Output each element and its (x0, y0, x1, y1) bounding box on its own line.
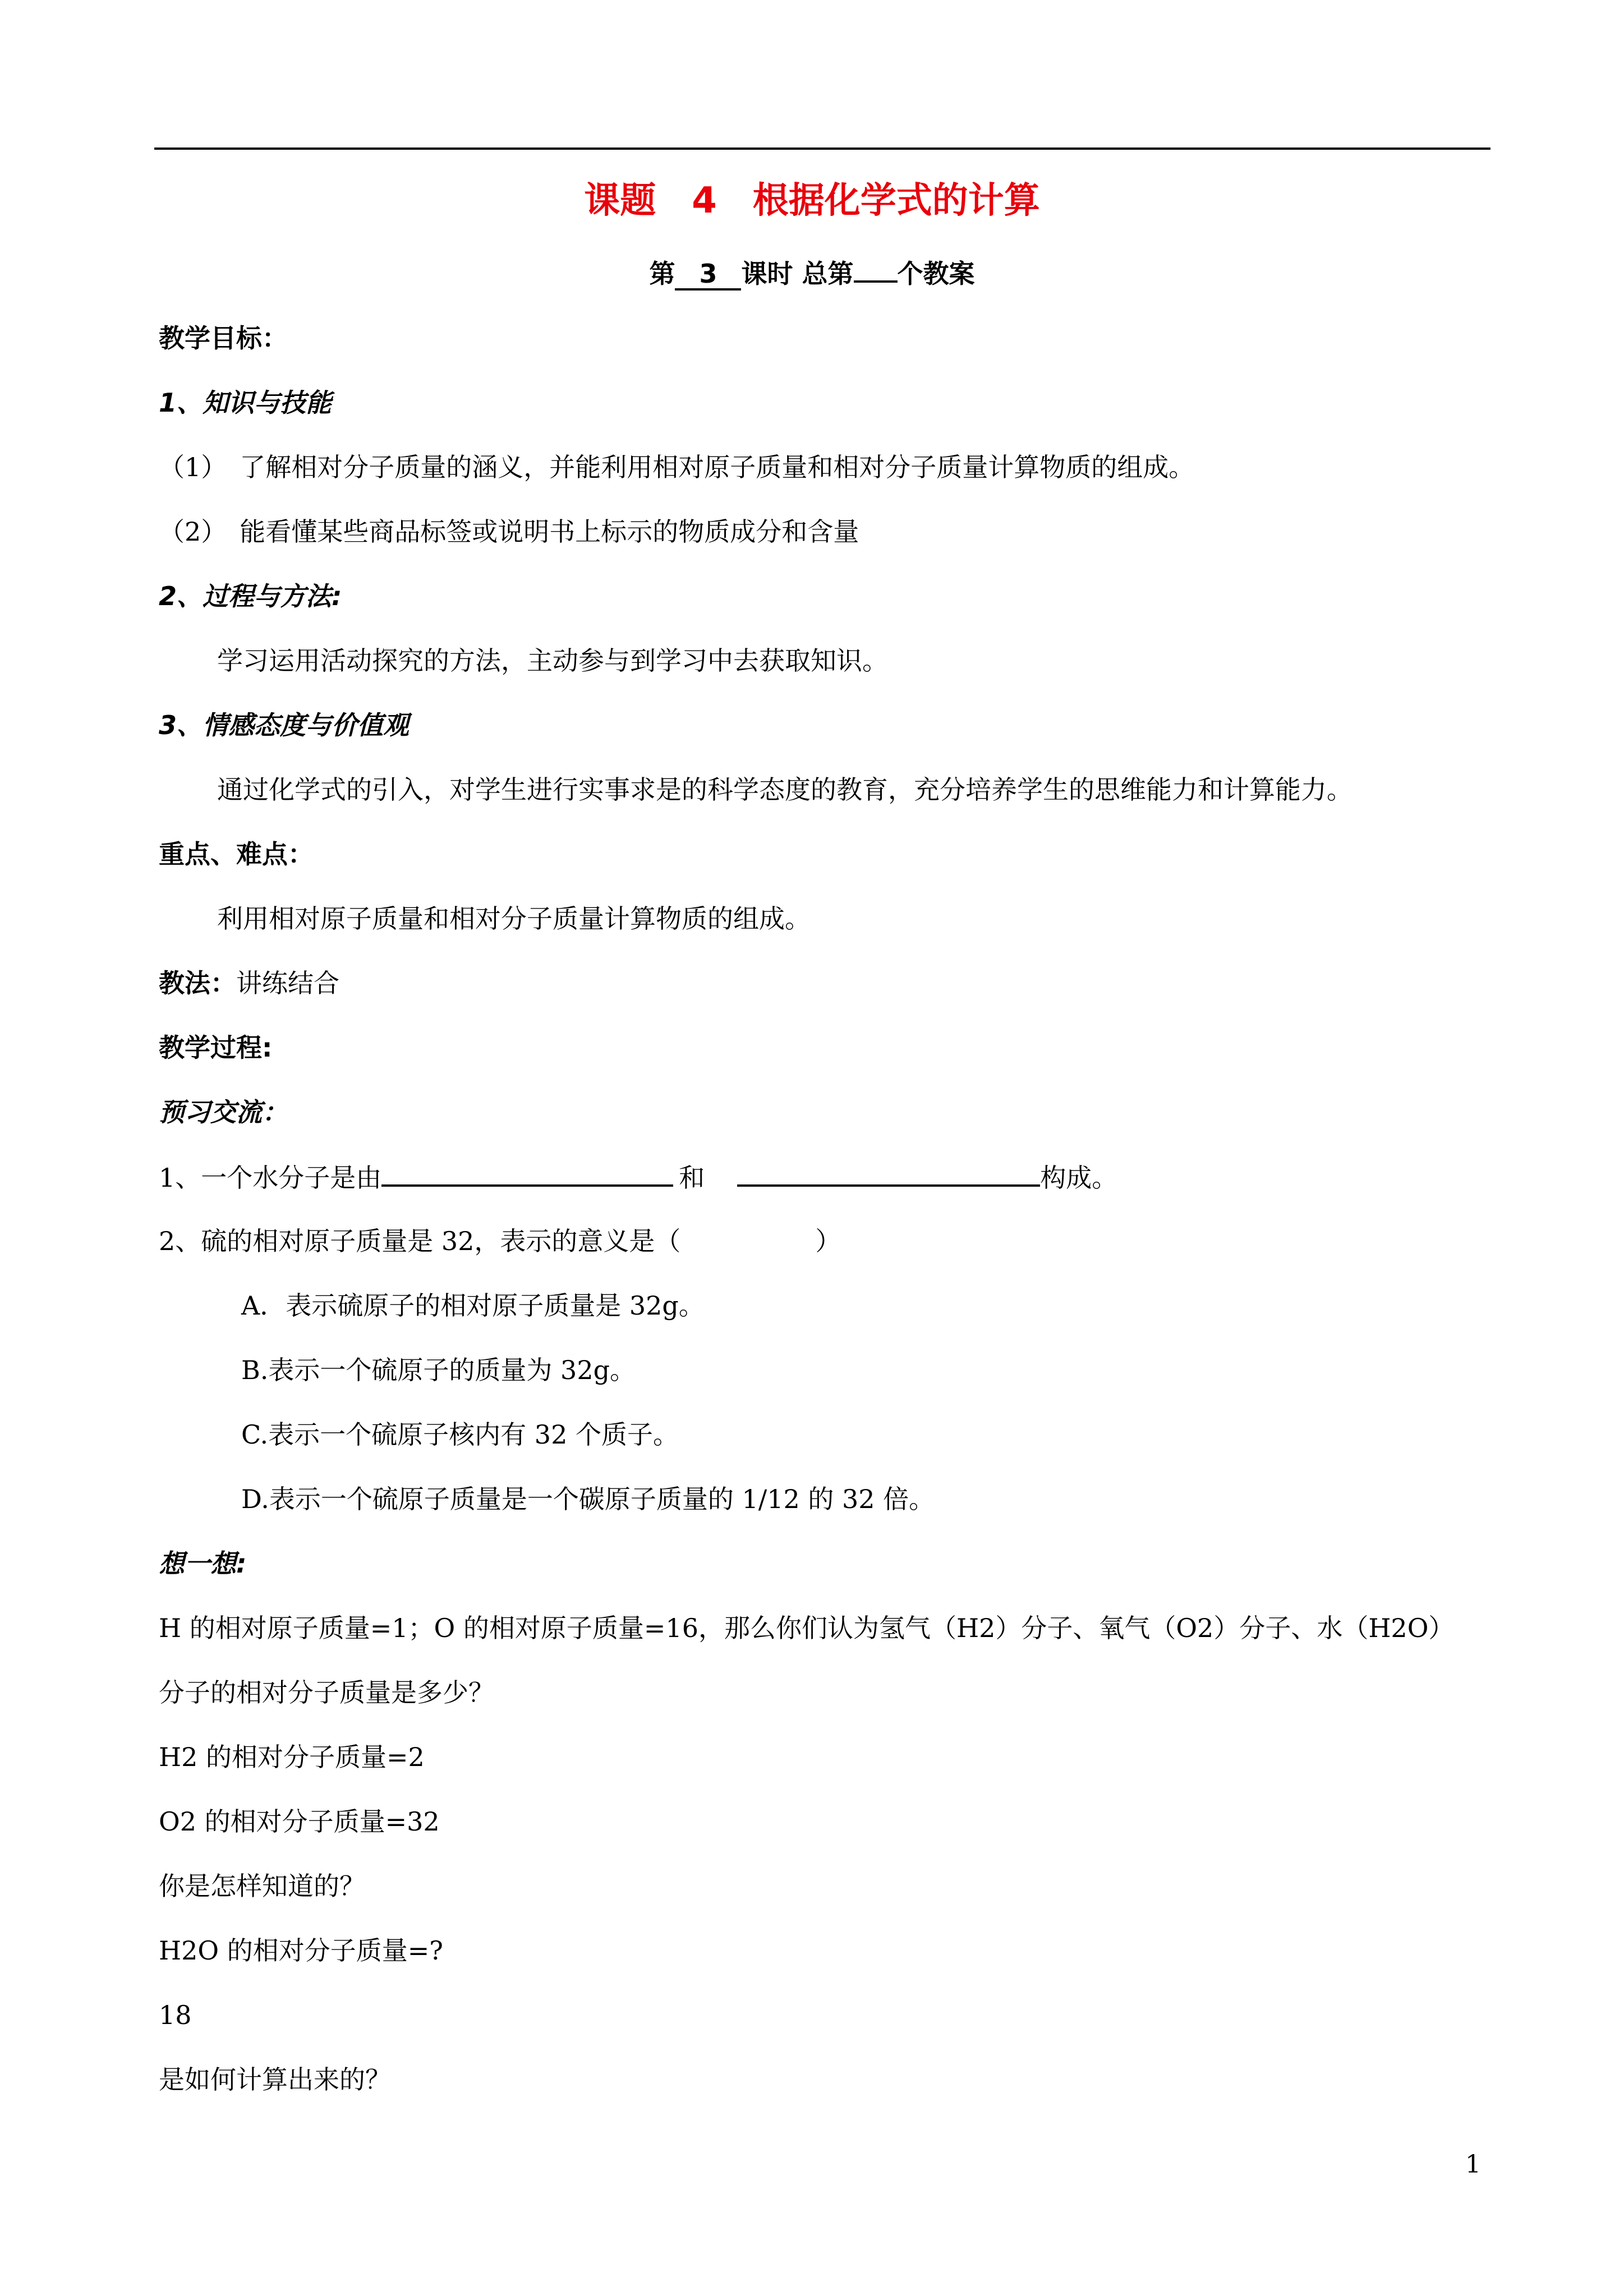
objectives-heading: 教学目标： (159, 323, 288, 353)
knowledge-heading: 1、知识与技能 (159, 388, 332, 418)
option-a: A．表示硫原子的相对原子质量是 32g。 (241, 1290, 705, 1321)
q2-close: ） (815, 1226, 841, 1256)
think-line-4: O2 的相对分子质量=32 (159, 1806, 440, 1837)
teaching-method-line (159, 965, 339, 1001)
key-heading: 重点、难点： (159, 839, 314, 869)
process-heading: 2、过程与方法: (159, 581, 342, 611)
think-heading: 想一想: (159, 1548, 247, 1579)
q1-middle: 和 (679, 1163, 705, 1193)
q2-stem: 2、硫的相对原子质量是 32，表示的意义是（ (159, 1226, 681, 1256)
option-b: B.表示一个硫原子的质量为 32g。 (241, 1355, 636, 1385)
lesson-total-blank (854, 280, 898, 283)
method-text: 讲练结合 (236, 968, 339, 998)
lesson-suffix: 个教案 (897, 259, 975, 289)
think-line-6: H2O 的相对分子质量=? (159, 1935, 443, 1966)
q1-prefix: 1、一个水分子是由 (159, 1163, 382, 1193)
process-text: 学习运用活动探究的方法，主动参与到学习中去获取知识。 (217, 646, 888, 676)
lesson-prefix: 第 (649, 259, 675, 289)
knowledge-item-1: （1） 了解相对分子质量的涵义，并能利用相对原子质量和相对分子质量计算物质的组成。 (159, 452, 1195, 482)
think-line-1: H 的相对原子质量=1；O 的相对原子质量=16，那么你们认为氢气（H2）分子、氧气（O2）分子、水（H2O） (159, 1613, 1455, 1643)
lesson-period-blank: 3 (675, 259, 741, 291)
lesson-number-line (0, 256, 1624, 292)
think-line-8: 是如何计算出来的？ (159, 2064, 391, 2095)
page-number: 1 (1465, 2150, 1481, 2179)
q1-blank-2[interactable] (737, 1159, 1040, 1187)
key-text: 利用相对原子质量和相对分子质量计算物质的组成。 (217, 903, 811, 934)
think-line-5: 你是怎样知道的？ (159, 1871, 365, 1901)
q1-suffix: 构成。 (1040, 1163, 1118, 1193)
question-2 (159, 1223, 841, 1259)
emotion-heading: 3、情感态度与价值观 (159, 710, 410, 740)
think-line-3: H2 的相对分子质量=2 (159, 1742, 425, 1772)
option-c: C.表示一个硫原子核内有 32 个质子。 (241, 1419, 679, 1450)
question-1 (159, 1159, 1117, 1196)
q1-blank-1[interactable] (381, 1159, 673, 1187)
think-line-2: 分子的相对分子质量是多少？ (159, 1677, 494, 1708)
think-line-7: 18 (159, 2000, 192, 2030)
option-d: D.表示一个硫原子质量是一个碳原子质量的 1/12 的 32 倍。 (241, 1484, 935, 1514)
method-label: 教法： (159, 968, 236, 998)
lesson-middle: 课时 总第 (741, 259, 854, 289)
preview-heading: 预习交流： (159, 1097, 288, 1127)
page-title: 课题 4 根据化学式的计算 (584, 180, 1040, 222)
emotion-text: 通过化学式的引入，对学生进行实事求是的科学态度的教育，充分培养学生的思维能力和计算能力。 (217, 774, 1352, 805)
knowledge-item-2: （2） 能看懂某些商品标签或说明书上标示的物质成分和含量 (159, 517, 859, 547)
header-rule (154, 147, 1490, 150)
teaching-process-heading: 教学过程: (159, 1032, 273, 1063)
